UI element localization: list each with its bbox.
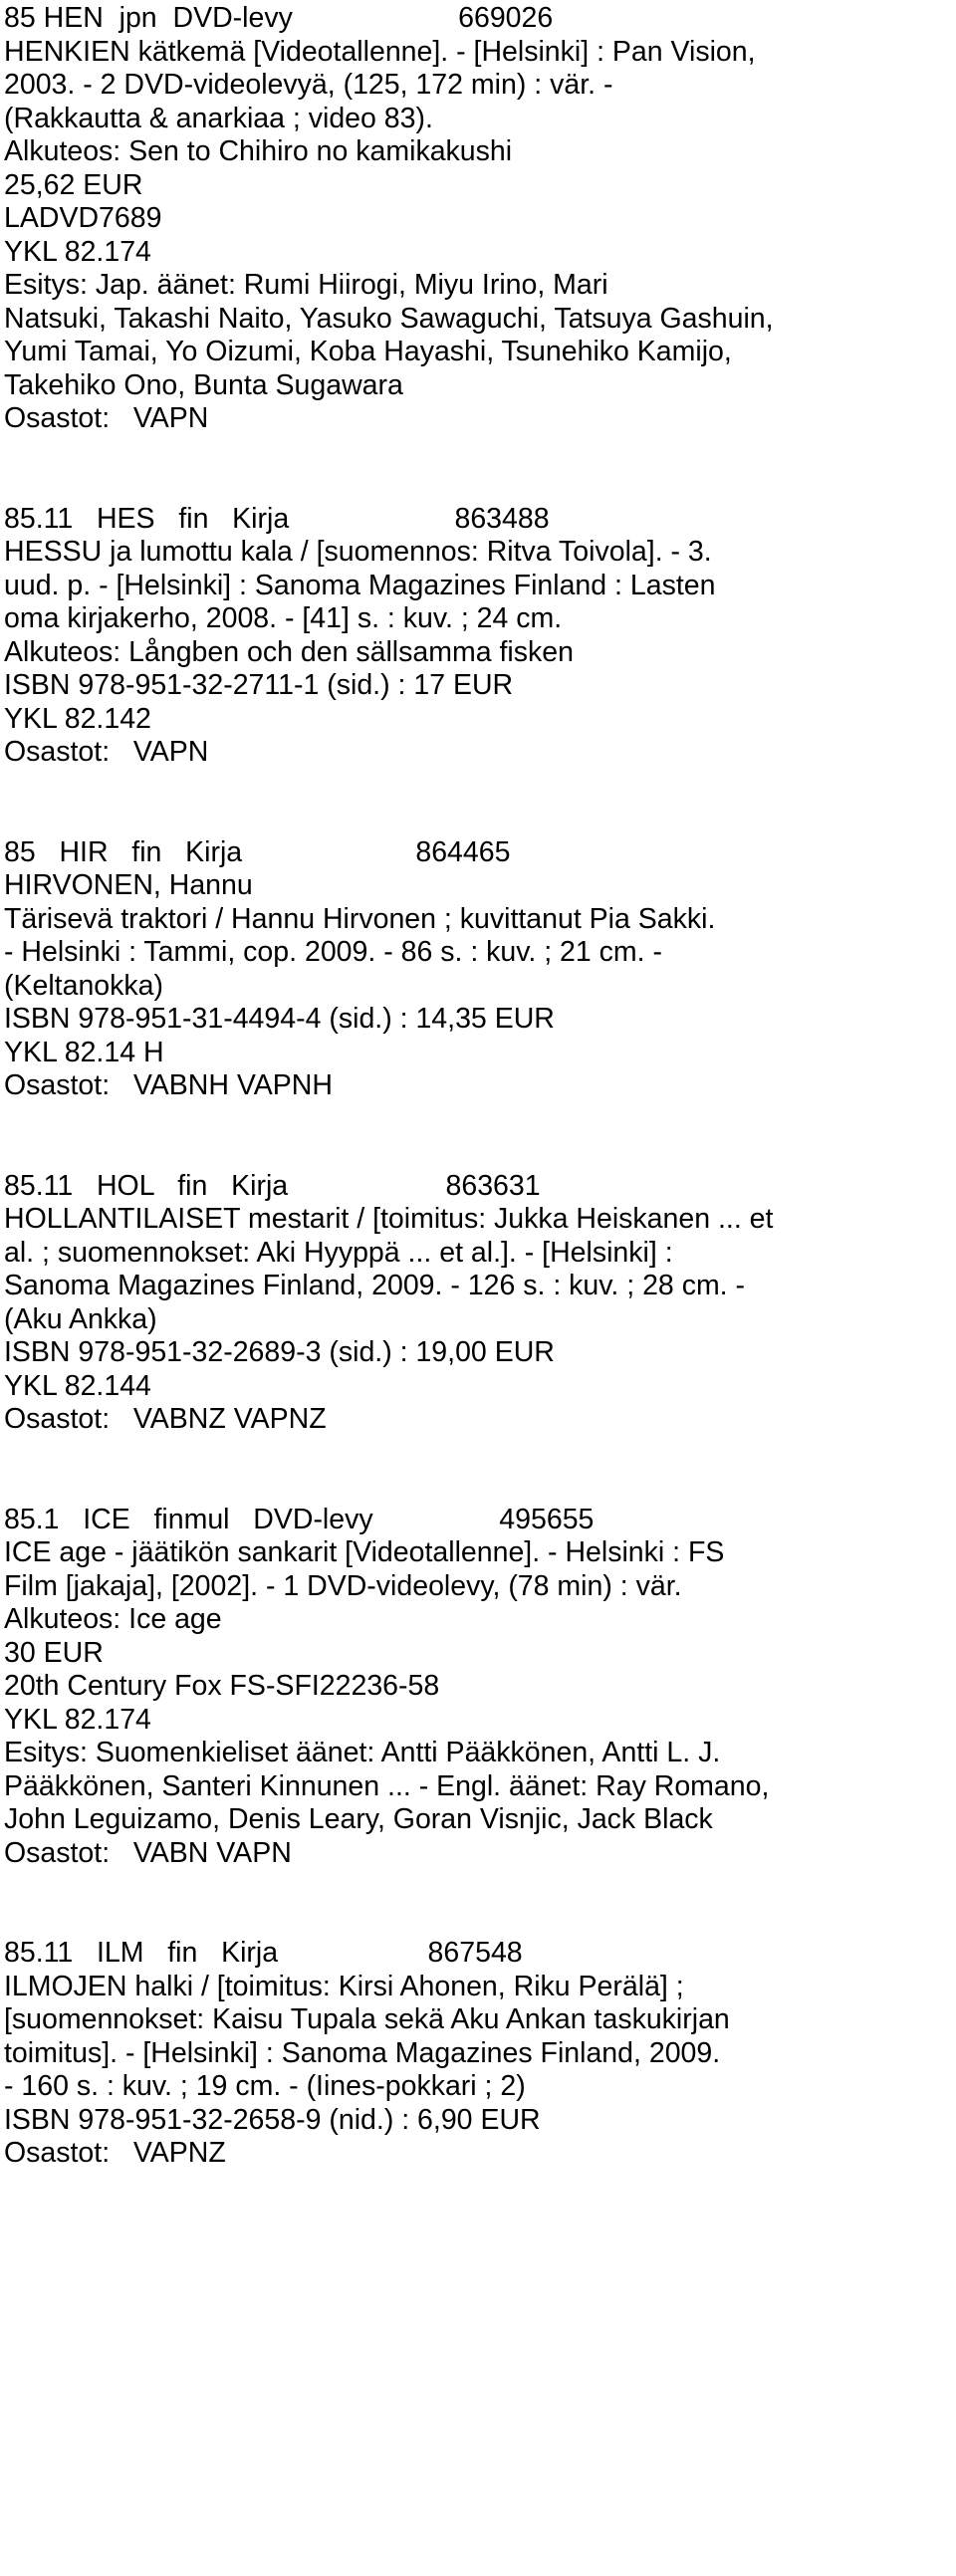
entry-line: John Leguizamo, Denis Leary, Goran Visnjic, Jack Black — [4, 1803, 713, 1835]
entry-line: Tärisevä traktori / Hannu Hirvonen ; kuvittanut Pia Sakki. — [4, 902, 716, 935]
entry-line: 20th Century Fox FS-SFI22236-58 — [4, 1670, 440, 1702]
entry-line: YKL 82.174 — [4, 235, 151, 268]
entry-line: HIRVONEN, Hannu — [4, 869, 253, 901]
entry-line: 85.11 HES fin Kirja 863488 — [4, 502, 550, 535]
entry-line: uud. p. - [Helsinki] : Sanoma Magazines Finland : Lasten — [4, 569, 716, 601]
entry-line: 2003. - 2 DVD-videolevyä, (125, 172 min) : vär. - — [4, 69, 613, 101]
entry-line: Esitys: Suomenkieliset äänet: Antti Pääkkönen, Antti L. J. — [4, 1737, 721, 1768]
entry-line: Osastot: VABNH VAPNH — [4, 1069, 333, 1101]
catalog-entry-ice — [4, 1504, 950, 1871]
entry-line: Pääkkönen, Santeri Kinnunen ... - Engl. äänet: Ray Romano, — [4, 1769, 770, 1802]
entry-line: Osastot: VABNZ VAPNZ — [4, 1403, 327, 1435]
entry-line: Osastot: VAPN — [4, 402, 209, 434]
entry-line: toimitus]. - [Helsinki] : Sanoma Magazines Finland, 2009. — [4, 2036, 721, 2069]
entry-line: HESSU ja lumottu kala / [suomennos: Ritva Toivola]. - 3. — [4, 536, 712, 568]
entry-line: HOLLANTILAISET mestarit / [toimitus: Jukka Heiskanen ... et — [4, 1203, 774, 1235]
entry-line: 25,62 EUR — [4, 168, 143, 201]
entry-line: (Keltanokka) — [4, 969, 163, 1002]
entry-line: 30 EUR — [4, 1636, 104, 1669]
entry-line: ISBN 978-951-32-2711-1 (sid.) : 17 EUR — [4, 669, 514, 701]
catalog-document — [4, 2, 950, 2171]
entry-line: Natsuki, Takashi Naito, Yasuko Sawaguchi, Tatsuya Gashuin, — [4, 302, 774, 335]
entry-line: Film [jakaja], [2002]. - 1 DVD-videolevy, (78 min) : vär. — [4, 1569, 682, 1602]
entry-separator — [4, 770, 950, 836]
entry-line: Alkuteos: Långben och den sällsamma fisken — [4, 635, 574, 668]
entry-line: 85 HEN jpn DVD-levy 669026 — [4, 2, 554, 34]
catalog-entry-hir — [4, 836, 950, 1103]
entry-line: Osastot: VAPN — [4, 736, 209, 768]
catalog-entry-ilm — [4, 1937, 950, 2171]
entry-line: ISBN 978-951-31-4494-4 (sid.) : 14,35 EUR — [4, 1003, 555, 1035]
entry-line: ISBN 978-951-32-2689-3 (sid.) : 19,00 EUR — [4, 1336, 555, 1368]
entry-line: 85.1 ICE finmul DVD-levy 495655 — [4, 1503, 595, 1535]
entry-line: ISBN 978-951-32-2658-9 (nid.) : 6,90 EUR — [4, 2103, 541, 2136]
entry-line: (Aku Ankka) — [4, 1302, 157, 1335]
entry-line: Takehiko Ono, Bunta Sugawara — [4, 368, 403, 401]
entry-line: 85.11 HOL fin Kirja 863631 — [4, 1169, 541, 1202]
catalog-entry-hol — [4, 1170, 950, 1437]
entry-line: Osastot: VABN VAPN — [4, 1836, 292, 1869]
entry-line: ICE age - jäätikön sankarit [Videotallenne]. - Helsinki : FS — [4, 1536, 725, 1568]
entry-line: Alkuteos: Ice age — [4, 1603, 222, 1635]
entry-line: 85 HIR fin Kirja 864465 — [4, 835, 511, 868]
entry-line: Yumi Tamai, Yo Oizumi, Koba Hayashi, Tsunehiko Kamijo, — [4, 336, 732, 367]
entry-separator — [4, 1870, 950, 1937]
entry-separator — [4, 436, 950, 503]
catalog-entry-hen — [4, 2, 950, 436]
entry-line: 85.11 ILM fin Kirja 867548 — [4, 1937, 523, 1969]
entry-line: Esitys: Jap. äänet: Rumi Hiirogi, Miyu Irino, Mari — [4, 269, 608, 301]
entry-line: [suomennokset: Kaisu Tupala sekä Aku Ankan taskukirjan — [4, 2003, 730, 2035]
entry-line: (Rakkautta & anarkiaa ; video 83). — [4, 102, 433, 134]
entry-line: YKL 82.142 — [4, 702, 151, 735]
entry-line: ILMOJEN halki / [toimitus: Kirsi Ahonen, Riku Perälä] ; — [4, 1970, 684, 2002]
entry-line: al. ; suomennokset: Aki Hyyppä ... et al.]. - [Helsinki] : — [4, 1236, 673, 1269]
catalog-entry-hes — [4, 503, 950, 770]
entry-line: Alkuteos: Sen to Chihiro no kamikakushi — [4, 135, 513, 167]
entry-separator — [4, 1437, 950, 1504]
entry-line: - 160 s. : kuv. ; 19 cm. - (Iines-pokkari ; 2) — [4, 2070, 526, 2102]
entry-line: YKL 82.14 H — [4, 1036, 164, 1068]
entry-line: - Helsinki : Tammi, cop. 2009. - 86 s. : kuv. ; 21 cm. - — [4, 936, 662, 968]
entry-line: YKL 82.144 — [4, 1369, 151, 1402]
entry-line: HENKIEN kätkemä [Videotallenne]. - [Helsinki] : Pan Vision, — [4, 35, 756, 68]
entry-line: oma kirjakerho, 2008. - [41] s. : kuv. ; 24 cm. — [4, 602, 563, 634]
entry-separator — [4, 1103, 950, 1170]
entry-line: Sanoma Magazines Finland, 2009. - 126 s. : kuv. ; 28 cm. - — [4, 1270, 746, 1301]
entry-line: YKL 82.174 — [4, 1703, 151, 1736]
entry-line: Osastot: VAPNZ — [4, 2137, 226, 2169]
entry-line: LADVD7689 — [4, 202, 162, 234]
